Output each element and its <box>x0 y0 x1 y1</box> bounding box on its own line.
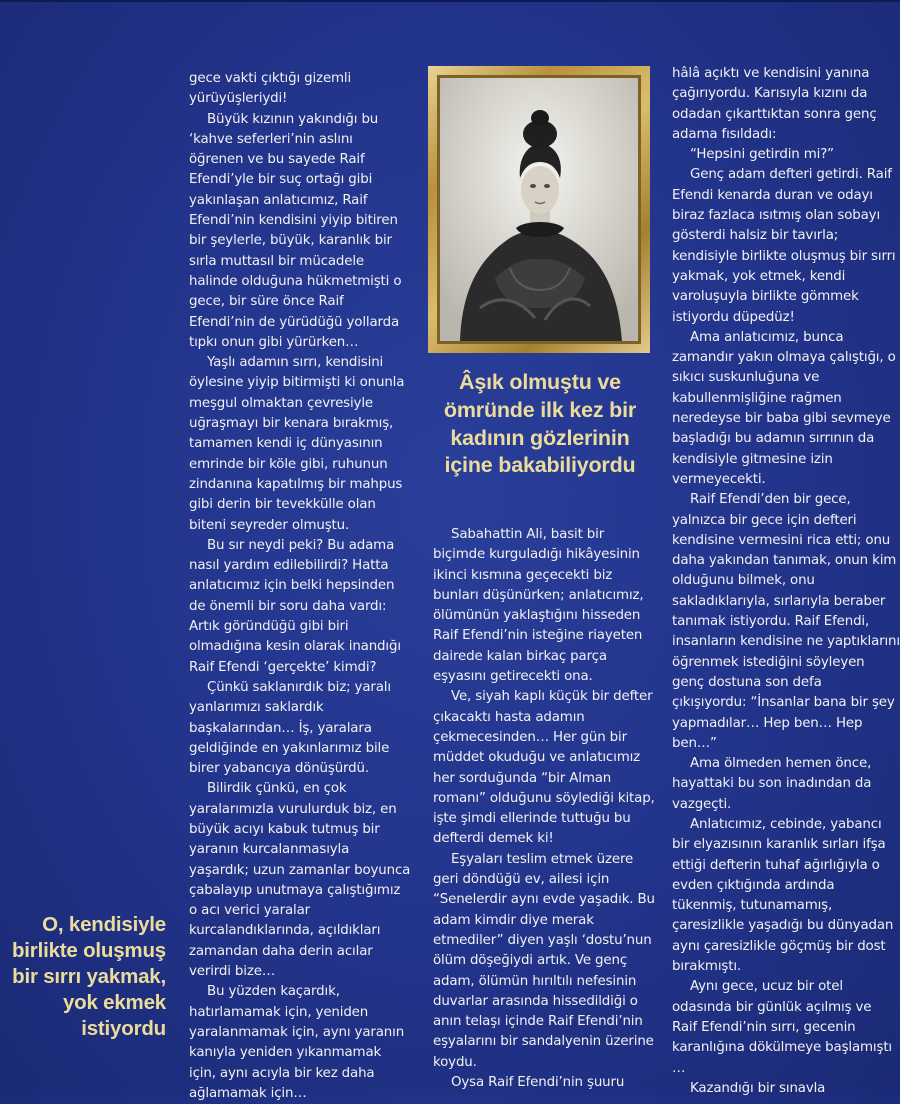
paragraph: “Hepsini getirdin mi?” <box>690 147 834 163</box>
paragraph: Büyük kızının yakındığı bu ‘kahve seferleri’nin aslını öğrenen ve bu sayede Raif Efendi’yle bir suç ortağı gibi yakınlaşan anlatıcımız, Raif Efendi’nin kendisini yiyip bitiren bir şeylerle, büyük, karanlık bir sırla muttasıl bir mücadele halinde olduğuna hükmetmişti o gece, bir süre önce Raif Efendi’nin de yürüdüğü yollarda tıpkı onun gibi yürürken… <box>189 111 402 350</box>
paragraph: Bilirdik çünkü, en çok yaralarımızla vurulurduk biz, en büyük acıyı kabuk tutmuş bir yaranın kurcalanmasıyla yaşardık; uzun zamanlar boyunca çabalayıp unutmaya çalıştığımız o acı verici yaralar kurcalandıklarında, açıldıkları zamandan daha derin acılar verirdi bize… <box>189 781 411 980</box>
paragraph: Genç adam defteri getirdi. Raif Efendi kenarda duran ve odayı biraz fazlaca ısıtmış olan sobayı gösterdi halsiz bir tavırla; kendisiyle birlikte oluşmuş bir sırrı yakmak, yok etmek, kendi varoluşuyla birlikte gömmek istiyordu düpedüz! <box>672 167 896 325</box>
paragraph: Kazandığı bir sınavla <box>690 1080 826 1096</box>
paragraph: Ama anlatıcımız, bunca zamandır yakın olmaya çalıştığı, o sıkıcı suskunluğuna ve kabullenmişliğine rağmen neredeyse bir baba gibi sevmeye başladığı bu adamın sırrının da kendisiyle gitmesine izin vermeyecekti. <box>672 329 896 487</box>
paragraph: Bu yüzden kaçardık, hatırlamamak için, yeniden yaralanmamak için, aynı yaranın kanıyla yeniden yıkanmamak için, aynı acıyla bir kez daha ağlamamak için… <box>189 984 405 1101</box>
top-edge-line <box>0 0 900 2</box>
text-column-middle <box>433 525 655 1090</box>
paragraph: Aynı gece, ucuz bir otel odasında bir günlük açılmış ve Raif Efendi’nin sırrı, gecenin karanlığına dökülmeye başlamıştı … <box>672 979 892 1076</box>
portrait-photo <box>437 75 641 344</box>
paragraph: Eşyaları teslim etmek üzere geri döndüğü ev, ailesi için “Senelerdir aynı evde yaşadık. Bu adam kimdir diye merak etmediler” diyen yaşlı ‘dostu’nun ölüm döşeğiydi artık. Ve genç adam, ölümün hırıltılı nefesinin duvarlar arasında hissedildiği o anın telaşı içinde Raif Efendi’nin eşyalarını bir sandalyenin üzerine koydu. <box>433 851 655 1070</box>
paragraph: gece vakti çıktığı gizemli yürüyüşleriydi! <box>189 71 352 107</box>
paragraph: Raif Efendi’den bir gece, yalnızca bir gece için defteri kendisine vermesini rica etti; onu daha yakından tanımak, onun kim olduğunu bilmek, onu sakladıklarıyla, sırlarıyla beraber tanımak istiyordu. Raif Efendi, insanların kendisine ne yaptıklarını öğrenmek istediğini söyleyen genç dostuna son defa çıkışıyordu: “İnsanlar bana bir şey yapmadılar… Hep ben… Hep ben…” <box>672 492 900 751</box>
paragraph: Ama ölmeden hemen önce, hayattaki bu son inadından da vazgeçti. <box>672 756 872 812</box>
woman-portrait-image <box>440 78 638 341</box>
side-quote: O, kendisiyle birlikte oluşmuş bir sırrı yakmak, yok ekmek istiyordu <box>11 913 166 1040</box>
text-column-left <box>189 69 411 1101</box>
paragraph: Oysa Raif Efendi’nin şuuru <box>451 1075 625 1091</box>
text-column-right <box>672 64 900 1096</box>
paragraph: Anlatıcımız, cebinde, yabancı bir elyazısının karanlık sırları ifşa ettiği defterin tuhaf ağırlığıyla o evden çıktığında ardında tükenmiş, tutunamamış, çaresizlikle yaşadığı bu dünyadan aynı çaresizlikle göçmüş bir dost bırakmıştı. <box>672 816 894 975</box>
paragraph: Sabahattin Ali, basit bir biçimde kurguladığı hikâyesinin ikinci kısmına geçecekti biz bunları düşünürken; anlatıcımız, ölümünün yaklaştığını hisseden Raif Efendi’nin isteğine riayeten dairede kalan birkaç parça eşyasını getirecekti ona. <box>433 527 644 685</box>
paragraph: Bu sır neydi peki? Bu adama nasıl yardım edilebilirdi? Hatta anlatıcımız için belki hepsinden de önemli bir soru daha vardı: Artık göründüğü gibi biri olmadığına kesin olarak inandığı Raif Efendi ‘gerçekte’ kimdi? <box>189 537 401 675</box>
pull-quote: Âşık olmuştu ve ömründe ilk kez bir kadının gözlerinin içine bakabiliyordu <box>443 370 637 478</box>
paragraph: Ve, siyah kaplı küçük bir defter çıkacaktı hasta adamın çekmecesinden… Her gün bir müddet okuduğu ve anlatıcımız her sorduğunda “bir Alman romanı” olduğunu söylediği kitap, işte şimdi ellerinde tuttuğu bu defterdi demek ki! <box>433 689 655 847</box>
paragraph: Çünkü saklanırdık biz; yaralı yanlarımızı saklardık başkalarından… İş, yaralara geldiğinde en yakınlarımız bile birer yabancıya dönüşürdü. <box>189 679 391 777</box>
paragraph: Yaşlı adamın sırrı, kendisini öylesine yiyip bitirmişti ki onunla meşgul olmaktan çevresiyle uğraşmayı bir kenara bırakmış, tamamen kendi iç dünyasının emrinde bir köle gibi, ruhunun zindanına kapatılmış bir mahpus gibi derin bir tevekkülle olan biteni seyreder olmuştu. <box>189 355 405 533</box>
paragraph: hâlâ açıktı ve kendisini yanına çağırıyordu. Karısıyla kızını da odadan çıkarttıktan sonra genç adama fısıldadı: <box>672 66 877 142</box>
portrait-frame <box>428 66 650 353</box>
